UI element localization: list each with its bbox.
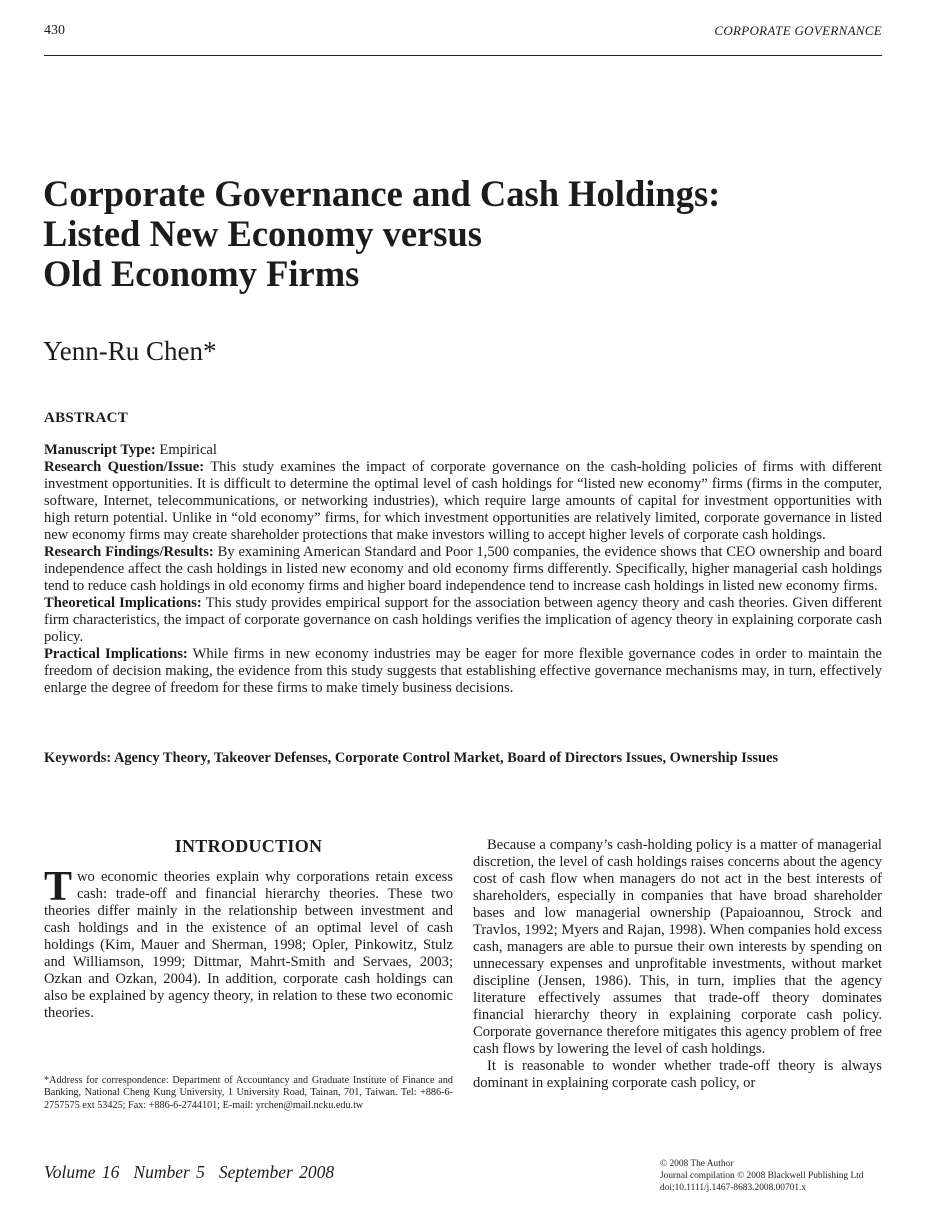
introduction-left-column (44, 864, 453, 1022)
keywords: Keywords: Agency Theory, Takeover Defenses, Corporate Control Market, Board of Directors Issues, Ownership Issues (44, 750, 779, 766)
intro-paragraph: It is reasonable to wonder whether trade-off theory is always dominant in explaining corporate cash policy, or (473, 1058, 882, 1091)
practical-text: While firms in new economy industries may be eager for more flexible governance codes in order to maintain the freedom of decision making, the evidence from this study suggests that establishing effective governance mechanisms may, in turn, effectively enlarge the degree of freedom for these firms to make timely business decisions. (44, 646, 882, 696)
volume: Volume 16 (44, 1162, 120, 1182)
running-head: CORPORATE GOVERNANCE (714, 23, 882, 38)
article-title (43, 174, 881, 294)
introduction-heading: INTRODUCTION (174, 836, 323, 856)
title-line: Corporate Governance and Cash Holdings: (43, 173, 721, 214)
header-rule (44, 55, 882, 56)
title-line: Listed New Economy versus (43, 213, 482, 254)
question-label: Research Question/Issue: (44, 459, 205, 475)
theoretical-text: This study provides empirical support for the association between agency theory and cash theories. Given different firm characteristics, the impact of corporate governance on cash holdings verifies the implication of agency theory in explaining corporate cash policy. (44, 595, 883, 645)
issue-info (44, 1162, 348, 1183)
abstract-body (44, 442, 882, 697)
issue-number: Number 5 (133, 1162, 205, 1182)
author-name: Yenn-Ru Chen* (43, 336, 217, 366)
manuscript-type-value: Empirical (159, 442, 217, 458)
findings-text: By examining American Standard and Poor 1,500 companies, the evidence shows that CEO ownership and board independence affect the cash holdings in listed new economy and old economy firms differently. Specifically, higher managerial cash holdings tend to reduce cash holdings in old economy firms and higher board independence tend to increase cash holdings in listed new economy firms. (44, 544, 882, 594)
practical-label: Practical Implications: (44, 646, 188, 662)
abstract-theoretical (44, 595, 882, 646)
abstract-heading: ABSTRACT (44, 410, 129, 426)
abstract-findings (44, 544, 882, 595)
copyright-block (660, 1158, 863, 1194)
abstract-question (44, 459, 882, 544)
intro-paragraph: wo economic theories explain why corporations retain excess cash: trade-off and financial hierarchy theories. These two theories differ mainly in the relationship between investment and cash holdings and in the existence of an optimal level of cash holdings (Kim, Mauer and Sherman, 1998; Opler, Pinkowitz, Stulz and Williamson, 1999; Dittmar, Mahrt-Smith and Servaes, 2003; Ozkan and Ozkan, 2004). In addition, corporate cash holdings can also be explained by agency theory, in relation to these two economic theories. (44, 869, 453, 1021)
manuscript-type-label: Manuscript Type: (44, 442, 156, 458)
drop-cap: T (44, 864, 73, 910)
question-text: This study examines the impact of corporate governance on the cash-holding policies of firms with different investment opportunities. It is difficult to determine the optimal level of cash holdings for “listed new economy” firms (firms in the computer, software, Internet, telecommunications, or networking industries), which require large amounts of capital for investment opportunities with high return potential. Unlike in “old economy” firms, for which investment opportunities are relatively limited, corporate governance in listed new economy firms may create shareholder protections that make investors willing to accept higher levels of corporate cash holdings. (44, 459, 882, 543)
abstract-manuscript-type (44, 442, 882, 459)
theoretical-label: Theoretical Implications: (44, 595, 202, 611)
doi: doi:10.1111/j.1467-8683.2008.00701.x (660, 1183, 807, 1193)
copyright-author: © 2008 The Author (660, 1159, 734, 1169)
intro-paragraph: Because a company’s cash-holding policy is a matter of managerial discretion, the level of cash holdings raises concerns about the agency cost of cash flow when managers do not act in the best interests of shareholders, especially in companies that have broad shareholder bases and low managerial ownership (Papaioannou, Strock and Travlos, 1992; Myers and Rajan, 1998). When companies hold excess cash, managers are able to pursue their own interests by spending on unnecessary expenses and unprofitable investments, without market discipline (Jensen, 1986). This, in turn, implies that the agency literature effectively assumes that trade-off theory dominates financial hierarchy theory in explaining corporate cash policy. Corporate governance therefore mitigates this agency problem of free cash flows by lowering the level of cash holdings. (473, 837, 882, 1057)
introduction-right-column (473, 837, 882, 1092)
abstract-practical (44, 646, 882, 697)
page-number: 430 (44, 23, 65, 38)
findings-label: Research Findings/Results: (44, 544, 214, 560)
correspondence-footnote: *Address for correspondence: Department of Accountancy and Graduate Institute of Finance and Banking, National Cheng Kung University, 1 University Road, Tainan, 701, Taiwan. Tel: +886-6-2757575 ext 53425; Fax: +886-6-2744101; E-mail: yrchen@mail.ncku.edu.tw (44, 1075, 453, 1111)
title-line: Old Economy Firms (43, 253, 360, 294)
copyright-journal: Journal compilation © 2008 Blackwell Publishing Ltd (660, 1171, 864, 1181)
issue-date: September 2008 (218, 1162, 335, 1182)
